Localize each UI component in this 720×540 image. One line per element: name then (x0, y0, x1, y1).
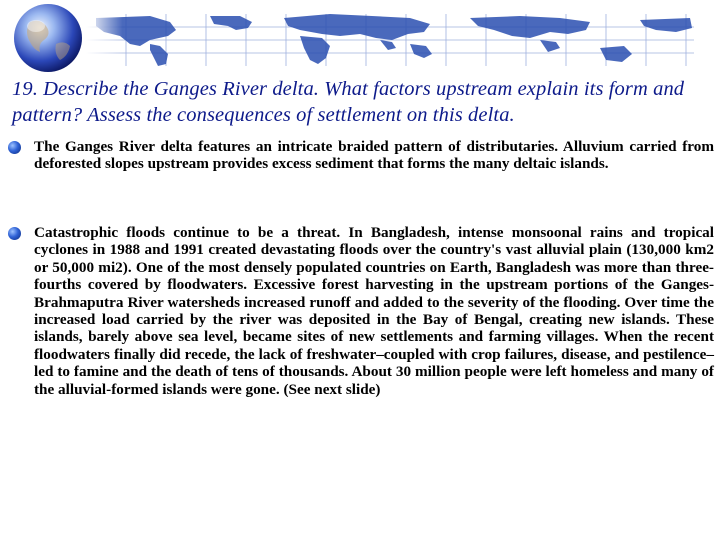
world-map-banner (86, 14, 694, 66)
bullet-text: Catastrophic floods continue to be a threat. In Bangladesh, intense monsoonal rains and tropical cyclones in 1988 and 1991 created devastating floods over the country's vast alluvial plain (130,000 km2 or 50,000 mi2). One of the most densely populated countries on Earth, Bangladesh was more than three-fourths covered by floodwaters. Excessive forest harvesting in the upstream portions of the Ganges-Brahmaputra River watersheds increased runoff and added to the severity of the flooding. Over time the increased load carried by the river was deposited in the Bay of Bengal, creating new islands. These islands, barely above sea level, became sites of new settlements and farming villages. When the recent floodwaters finally did recede, the lack of freshwater–coupled with crop failures, disease, and pestilence–led to famine and the death of tens of thousands. About 30 million people were left homeless and many of the alluvial-formed islands were gone. (See next slide) (34, 224, 714, 398)
bullet-item (8, 224, 714, 398)
globe-icon (14, 4, 82, 72)
bullet-text: The Ganges River delta features an intricate braided pattern of distributaries. Alluvium carried from deforested slopes upstream provides excess sediment that forms the many deltaic islands. (34, 138, 714, 173)
bullet-item (8, 138, 714, 173)
slide-title: 19. Describe the Ganges River delta. What factors upstream explain its form and pattern? Assess the consequences of settlement on this delta. (12, 78, 685, 126)
bullet-sphere-icon (8, 141, 21, 154)
bullet-sphere-icon (8, 227, 21, 240)
header-banner (0, 0, 720, 72)
